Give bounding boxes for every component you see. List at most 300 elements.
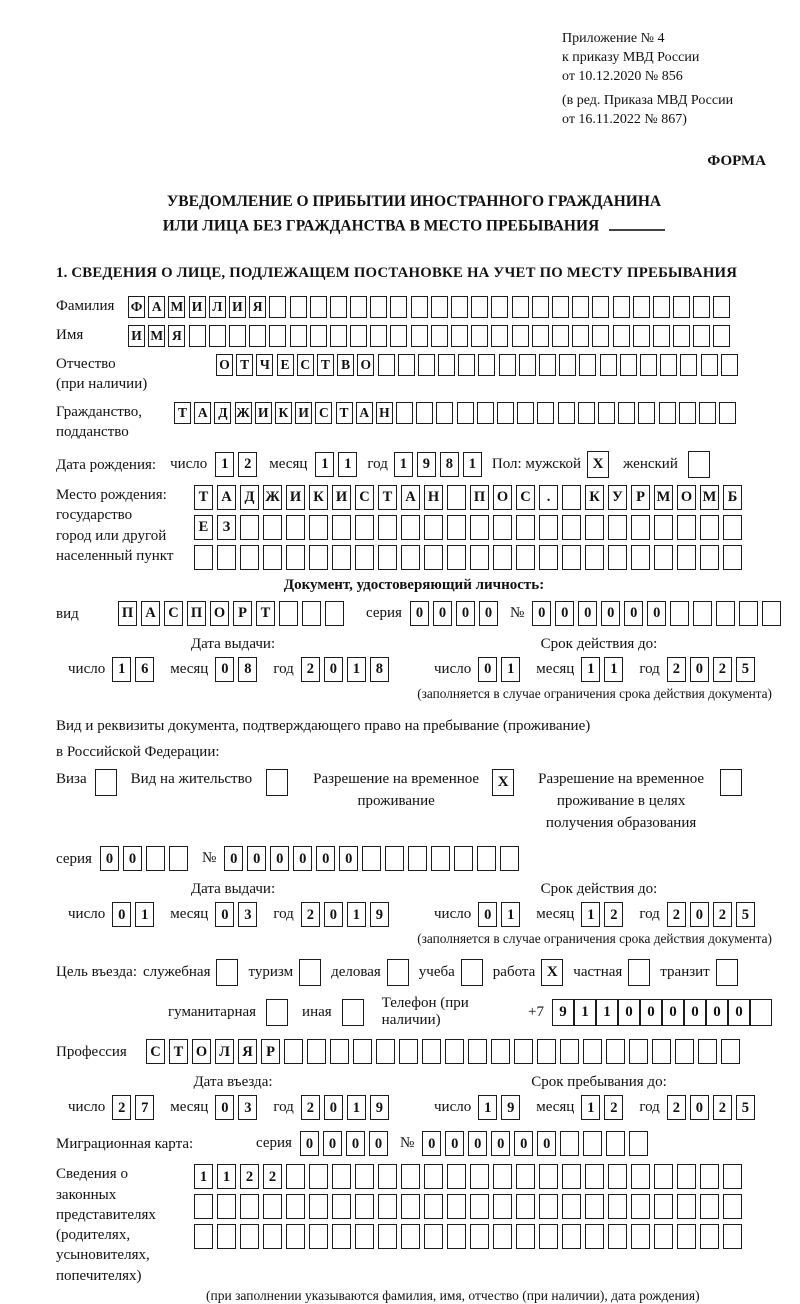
profession-cell[interactable] xyxy=(307,1039,326,1064)
doc-number-cell[interactable]: 0 xyxy=(624,601,643,626)
representatives-cell[interactable] xyxy=(286,1224,305,1249)
surname-cell[interactable] xyxy=(390,296,407,318)
profession-cell[interactable] xyxy=(284,1039,303,1064)
phone-cell[interactable]: 0 xyxy=(684,999,706,1026)
patronymic-cell[interactable] xyxy=(600,354,617,376)
given-name-cell[interactable] xyxy=(471,325,488,347)
birth-year-cell[interactable]: 8 xyxy=(440,452,459,477)
migration-number-cell[interactable] xyxy=(606,1131,625,1156)
citizenship-cell[interactable]: Ж xyxy=(235,402,252,424)
sex-female-checkbox-cell[interactable] xyxy=(688,451,710,478)
doc-number-cell[interactable] xyxy=(739,601,758,626)
rvp-number-cell[interactable]: 0 xyxy=(339,846,358,871)
rvp-number-cell[interactable] xyxy=(454,846,473,871)
birth-place-cell[interactable]: С xyxy=(355,485,374,510)
phone-cell[interactable]: 0 xyxy=(618,999,640,1026)
rvp-number-cell[interactable]: 0 xyxy=(316,846,335,871)
phone-cell[interactable]: 0 xyxy=(640,999,662,1026)
patronymic-cell[interactable] xyxy=(721,354,738,376)
purpose-transit-checkbox-cell[interactable] xyxy=(716,959,738,986)
surname-cell[interactable]: М xyxy=(168,296,185,318)
migration-series-cell[interactable]: 0 xyxy=(346,1131,365,1156)
profession-cell[interactable]: С xyxy=(146,1039,165,1064)
patronymic-cell[interactable] xyxy=(680,354,697,376)
representatives-cell[interactable] xyxy=(562,1164,581,1189)
birth-place-cell[interactable]: Т xyxy=(378,485,397,510)
birth-place-cell[interactable] xyxy=(700,545,719,570)
birth-place-cell[interactable] xyxy=(470,515,489,540)
doc-series-cell[interactable]: 0 xyxy=(410,601,429,626)
representatives-cell[interactable] xyxy=(608,1164,627,1189)
profession-cell[interactable] xyxy=(491,1039,510,1064)
representatives-cell[interactable] xyxy=(723,1164,742,1189)
doc-kind-cell[interactable]: Р xyxy=(233,601,252,626)
birth-place-cell[interactable] xyxy=(723,545,742,570)
representatives-cell[interactable] xyxy=(516,1224,535,1249)
rvp-issue-month-cell[interactable]: 3 xyxy=(238,902,257,927)
birth-place-cell[interactable] xyxy=(447,485,466,510)
entry-month-cell[interactable]: 3 xyxy=(238,1095,257,1120)
birth-place-cell[interactable]: А xyxy=(401,485,420,510)
representatives-cell[interactable] xyxy=(332,1224,351,1249)
surname-cell[interactable] xyxy=(673,296,690,318)
given-name-cell[interactable] xyxy=(633,325,650,347)
rvp-issue-year-cell[interactable]: 9 xyxy=(370,902,389,927)
given-name-cell[interactable] xyxy=(310,325,327,347)
profession-cell[interactable]: Я xyxy=(238,1039,257,1064)
citizenship-cell[interactable] xyxy=(558,402,575,424)
representatives-cell[interactable]: 2 xyxy=(240,1164,259,1189)
representatives-cell[interactable] xyxy=(401,1194,420,1219)
citizenship-cell[interactable] xyxy=(719,402,736,424)
given-name-cell[interactable] xyxy=(431,325,448,347)
patronymic-cell[interactable]: О xyxy=(357,354,374,376)
birth-place-cell[interactable] xyxy=(332,545,351,570)
representatives-cell[interactable] xyxy=(677,1224,696,1249)
phone-cell[interactable] xyxy=(750,999,772,1026)
representatives-cell[interactable] xyxy=(240,1224,259,1249)
visa-checkbox-cell[interactable] xyxy=(95,769,117,796)
surname-cell[interactable] xyxy=(471,296,488,318)
doc-number-cell[interactable]: 0 xyxy=(555,601,574,626)
profession-cell[interactable] xyxy=(606,1039,625,1064)
doc-expiry-month-cell[interactable]: 1 xyxy=(581,657,600,682)
representatives-cell[interactable] xyxy=(608,1194,627,1219)
doc-kind-cell[interactable] xyxy=(302,601,321,626)
given-name-cell[interactable] xyxy=(249,325,266,347)
surname-cell[interactable] xyxy=(330,296,347,318)
entry-day-cell[interactable]: 2 xyxy=(112,1095,131,1120)
citizenship-cell[interactable] xyxy=(517,402,534,424)
citizenship-cell[interactable]: Н xyxy=(376,402,393,424)
birth-year-cell[interactable]: 1 xyxy=(463,452,482,477)
representatives-cell[interactable] xyxy=(424,1194,443,1219)
representatives-cell[interactable] xyxy=(286,1194,305,1219)
doc-kind-cell[interactable] xyxy=(325,601,344,626)
patronymic-cell[interactable]: О xyxy=(216,354,233,376)
doc-kind-cell[interactable]: С xyxy=(164,601,183,626)
surname-cell[interactable]: Л xyxy=(209,296,226,318)
birth-place-cell[interactable] xyxy=(378,545,397,570)
citizenship-cell[interactable] xyxy=(416,402,433,424)
representatives-cell[interactable] xyxy=(240,1194,259,1219)
surname-cell[interactable]: А xyxy=(148,296,165,318)
representatives-cell[interactable] xyxy=(217,1194,236,1219)
birth-place-cell[interactable] xyxy=(401,515,420,540)
citizenship-cell[interactable]: И xyxy=(255,402,272,424)
representatives-cell[interactable] xyxy=(332,1164,351,1189)
birth-place-cell[interactable] xyxy=(562,515,581,540)
representatives-cell[interactable] xyxy=(516,1164,535,1189)
birth-place-cell[interactable] xyxy=(723,515,742,540)
given-name-cell[interactable] xyxy=(209,325,226,347)
representatives-cell[interactable] xyxy=(355,1164,374,1189)
migration-number-cell[interactable]: 0 xyxy=(491,1131,510,1156)
patronymic-cell[interactable] xyxy=(519,354,536,376)
doc-issue-month-cell[interactable]: 0 xyxy=(215,657,234,682)
representatives-cell[interactable] xyxy=(539,1164,558,1189)
doc-kind-cell[interactable] xyxy=(279,601,298,626)
patronymic-cell[interactable] xyxy=(559,354,576,376)
patronymic-cell[interactable] xyxy=(539,354,556,376)
rvp-issue-day-cell[interactable]: 1 xyxy=(135,902,154,927)
doc-number-cell[interactable]: 0 xyxy=(532,601,551,626)
birth-place-cell[interactable]: Т xyxy=(194,485,213,510)
citizenship-cell[interactable] xyxy=(537,402,554,424)
given-name-cell[interactable] xyxy=(290,325,307,347)
representatives-cell[interactable] xyxy=(401,1224,420,1249)
birth-place-cell[interactable] xyxy=(378,515,397,540)
doc-series-cell[interactable]: 0 xyxy=(479,601,498,626)
patronymic-cell[interactable] xyxy=(418,354,435,376)
patronymic-cell[interactable] xyxy=(640,354,657,376)
birth-place-cell[interactable] xyxy=(631,515,650,540)
birth-place-cell[interactable]: . xyxy=(539,485,558,510)
representatives-cell[interactable] xyxy=(723,1194,742,1219)
representatives-cell[interactable] xyxy=(677,1164,696,1189)
representatives-cell[interactable] xyxy=(355,1194,374,1219)
given-name-cell[interactable] xyxy=(330,325,347,347)
doc-number-cell[interactable]: 0 xyxy=(647,601,666,626)
rvp-series-cell[interactable] xyxy=(169,846,188,871)
given-name-cell[interactable] xyxy=(532,325,549,347)
given-name-cell[interactable] xyxy=(350,325,367,347)
birth-place-cell[interactable] xyxy=(401,545,420,570)
birth-place-cell[interactable]: А xyxy=(217,485,236,510)
doc-expiry-day-cell[interactable]: 0 xyxy=(478,657,497,682)
rvp-number-cell[interactable] xyxy=(362,846,381,871)
birth-place-cell[interactable]: П xyxy=(470,485,489,510)
profession-cell[interactable] xyxy=(675,1039,694,1064)
birth-day-cell[interactable]: 1 xyxy=(215,452,234,477)
representatives-cell[interactable] xyxy=(493,1164,512,1189)
birth-place-cell[interactable] xyxy=(240,545,259,570)
birth-place-cell[interactable] xyxy=(355,545,374,570)
rvp-series-cell[interactable]: 0 xyxy=(123,846,142,871)
profession-cell[interactable] xyxy=(445,1039,464,1064)
birth-place-cell[interactable] xyxy=(309,545,328,570)
stay-year-cell[interactable]: 0 xyxy=(690,1095,709,1120)
representatives-cell[interactable] xyxy=(332,1194,351,1219)
surname-cell[interactable] xyxy=(713,296,730,318)
given-name-cell[interactable] xyxy=(229,325,246,347)
given-name-cell[interactable]: И xyxy=(128,325,145,347)
citizenship-cell[interactable] xyxy=(457,402,474,424)
birth-place-cell[interactable]: Ж xyxy=(263,485,282,510)
surname-cell[interactable]: И xyxy=(189,296,206,318)
representatives-cell[interactable] xyxy=(309,1194,328,1219)
surname-cell[interactable] xyxy=(290,296,307,318)
birth-place-cell[interactable] xyxy=(286,515,305,540)
birth-place-cell[interactable]: К xyxy=(309,485,328,510)
profession-cell[interactable] xyxy=(560,1039,579,1064)
birth-place-cell[interactable]: У xyxy=(608,485,627,510)
stay-year-cell[interactable]: 2 xyxy=(667,1095,686,1120)
birth-place-cell[interactable]: Е xyxy=(194,515,213,540)
doc-series-cell[interactable]: 0 xyxy=(456,601,475,626)
migration-number-cell[interactable]: 0 xyxy=(537,1131,556,1156)
migration-number-cell[interactable]: 0 xyxy=(422,1131,441,1156)
profession-cell[interactable] xyxy=(698,1039,717,1064)
representatives-cell[interactable] xyxy=(470,1164,489,1189)
given-name-cell[interactable] xyxy=(390,325,407,347)
representatives-cell[interactable] xyxy=(424,1224,443,1249)
patronymic-cell[interactable] xyxy=(458,354,475,376)
patronymic-cell[interactable] xyxy=(378,354,395,376)
birth-place-cell[interactable] xyxy=(539,515,558,540)
birth-place-cell[interactable] xyxy=(217,545,236,570)
residence-permit-checkbox-cell[interactable] xyxy=(266,769,288,796)
citizenship-cell[interactable] xyxy=(497,402,514,424)
representatives-cell[interactable] xyxy=(700,1164,719,1189)
surname-cell[interactable] xyxy=(491,296,508,318)
phone-cell[interactable]: 9 xyxy=(552,999,574,1026)
phone-cell[interactable]: 0 xyxy=(728,999,750,1026)
profession-cell[interactable] xyxy=(537,1039,556,1064)
birth-place-cell[interactable] xyxy=(562,485,581,510)
citizenship-cell[interactable]: К xyxy=(275,402,292,424)
birth-place-cell[interactable]: Д xyxy=(240,485,259,510)
given-name-cell[interactable] xyxy=(572,325,589,347)
representatives-cell[interactable] xyxy=(700,1224,719,1249)
purpose-official-checkbox-cell[interactable] xyxy=(216,959,238,986)
birth-place-cell[interactable] xyxy=(539,545,558,570)
doc-kind-cell[interactable]: П xyxy=(187,601,206,626)
birth-place-cell[interactable] xyxy=(562,545,581,570)
birth-place-cell[interactable] xyxy=(332,515,351,540)
representatives-cell[interactable] xyxy=(539,1194,558,1219)
birth-place-cell[interactable] xyxy=(608,515,627,540)
birth-place-cell[interactable] xyxy=(263,545,282,570)
temp-residence-edu-checkbox-cell[interactable] xyxy=(720,769,742,796)
rvp-number-cell[interactable] xyxy=(408,846,427,871)
rvp-number-cell[interactable] xyxy=(431,846,450,871)
representatives-cell[interactable] xyxy=(470,1224,489,1249)
migration-series-cell[interactable]: 0 xyxy=(323,1131,342,1156)
patronymic-cell[interactable]: В xyxy=(337,354,354,376)
given-name-cell[interactable] xyxy=(552,325,569,347)
representatives-cell[interactable] xyxy=(539,1224,558,1249)
migration-series-cell[interactable]: 0 xyxy=(369,1131,388,1156)
patronymic-cell[interactable] xyxy=(438,354,455,376)
patronymic-cell[interactable] xyxy=(398,354,415,376)
patronymic-cell[interactable]: Ч xyxy=(256,354,273,376)
phone-cell[interactable]: 1 xyxy=(574,999,596,1026)
doc-kind-cell[interactable]: О xyxy=(210,601,229,626)
doc-expiry-year-cell[interactable]: 5 xyxy=(736,657,755,682)
representatives-cell[interactable] xyxy=(562,1194,581,1219)
rvp-number-cell[interactable] xyxy=(385,846,404,871)
representatives-cell[interactable] xyxy=(631,1194,650,1219)
birth-place-cell[interactable]: З xyxy=(217,515,236,540)
doc-number-cell[interactable]: 0 xyxy=(601,601,620,626)
profession-cell[interactable]: Т xyxy=(169,1039,188,1064)
representatives-cell[interactable] xyxy=(562,1224,581,1249)
citizenship-cell[interactable]: С xyxy=(315,402,332,424)
patronymic-cell[interactable] xyxy=(620,354,637,376)
birth-place-cell[interactable]: И xyxy=(332,485,351,510)
birth-place-cell[interactable] xyxy=(424,545,443,570)
phone-cell[interactable]: 0 xyxy=(706,999,728,1026)
purpose-business-checkbox-cell[interactable] xyxy=(387,959,409,986)
representatives-cell[interactable] xyxy=(447,1164,466,1189)
purpose-other-checkbox-cell[interactable] xyxy=(342,999,364,1026)
citizenship-cell[interactable] xyxy=(436,402,453,424)
rvp-expiry-month-cell[interactable]: 2 xyxy=(604,902,623,927)
profession-cell[interactable] xyxy=(721,1039,740,1064)
doc-kind-cell[interactable]: А xyxy=(141,601,160,626)
birth-place-cell[interactable] xyxy=(355,515,374,540)
surname-cell[interactable] xyxy=(451,296,468,318)
rvp-series-cell[interactable] xyxy=(146,846,165,871)
stay-month-cell[interactable]: 1 xyxy=(581,1095,600,1120)
representatives-cell[interactable] xyxy=(286,1164,305,1189)
stay-year-cell[interactable]: 5 xyxy=(736,1095,755,1120)
purpose-humanitarian-checkbox-cell[interactable] xyxy=(266,999,288,1026)
representatives-cell[interactable] xyxy=(447,1194,466,1219)
representatives-cell[interactable] xyxy=(493,1224,512,1249)
citizenship-cell[interactable] xyxy=(477,402,494,424)
patronymic-cell[interactable] xyxy=(701,354,718,376)
patronymic-cell[interactable]: Е xyxy=(277,354,294,376)
birth-year-cell[interactable]: 1 xyxy=(394,452,413,477)
purpose-study-checkbox-cell[interactable] xyxy=(461,959,483,986)
profession-cell[interactable] xyxy=(583,1039,602,1064)
doc-number-cell[interactable] xyxy=(716,601,735,626)
given-name-cell[interactable] xyxy=(512,325,529,347)
birth-place-cell[interactable] xyxy=(677,545,696,570)
migration-series-cell[interactable]: 0 xyxy=(300,1131,319,1156)
profession-cell[interactable]: О xyxy=(192,1039,211,1064)
representatives-cell[interactable] xyxy=(378,1164,397,1189)
rvp-issue-year-cell[interactable]: 2 xyxy=(301,902,320,927)
birth-place-cell[interactable]: Р xyxy=(631,485,650,510)
birth-place-cell[interactable] xyxy=(309,515,328,540)
rvp-expiry-month-cell[interactable]: 1 xyxy=(581,902,600,927)
stay-year-cell[interactable]: 2 xyxy=(713,1095,732,1120)
entry-day-cell[interactable]: 7 xyxy=(135,1095,154,1120)
temp-residence-checkbox-cell[interactable]: X xyxy=(492,769,514,796)
entry-month-cell[interactable]: 0 xyxy=(215,1095,234,1120)
representatives-cell[interactable] xyxy=(654,1194,673,1219)
citizenship-cell[interactable]: А xyxy=(356,402,373,424)
citizenship-cell[interactable] xyxy=(618,402,635,424)
representatives-cell[interactable]: 1 xyxy=(217,1164,236,1189)
representatives-cell[interactable] xyxy=(401,1164,420,1189)
doc-number-cell[interactable]: 0 xyxy=(578,601,597,626)
surname-cell[interactable] xyxy=(532,296,549,318)
representatives-cell[interactable] xyxy=(378,1224,397,1249)
given-name-cell[interactable] xyxy=(713,325,730,347)
birth-day-cell[interactable]: 2 xyxy=(238,452,257,477)
birth-place-cell[interactable] xyxy=(240,515,259,540)
rvp-expiry-year-cell[interactable]: 2 xyxy=(667,902,686,927)
doc-expiry-year-cell[interactable]: 0 xyxy=(690,657,709,682)
representatives-cell[interactable] xyxy=(263,1194,282,1219)
birth-place-cell[interactable]: О xyxy=(493,485,512,510)
rvp-issue-month-cell[interactable]: 0 xyxy=(215,902,234,927)
surname-cell[interactable] xyxy=(310,296,327,318)
given-name-cell[interactable] xyxy=(491,325,508,347)
given-name-cell[interactable] xyxy=(189,325,206,347)
representatives-cell[interactable] xyxy=(493,1194,512,1219)
phone-cell[interactable]: 1 xyxy=(596,999,618,1026)
stay-day-cell[interactable]: 1 xyxy=(478,1095,497,1120)
profession-cell[interactable] xyxy=(330,1039,349,1064)
doc-expiry-year-cell[interactable]: 2 xyxy=(713,657,732,682)
rvp-series-cell[interactable]: 0 xyxy=(100,846,119,871)
birth-place-cell[interactable] xyxy=(631,545,650,570)
representatives-cell[interactable] xyxy=(309,1164,328,1189)
rvp-issue-year-cell[interactable]: 0 xyxy=(324,902,343,927)
rvp-number-cell[interactable]: 0 xyxy=(224,846,243,871)
birth-place-cell[interactable]: С xyxy=(516,485,535,510)
citizenship-cell[interactable] xyxy=(699,402,716,424)
rvp-expiry-year-cell[interactable]: 5 xyxy=(736,902,755,927)
rvp-issue-day-cell[interactable]: 0 xyxy=(112,902,131,927)
surname-cell[interactable] xyxy=(633,296,650,318)
purpose-tourism-checkbox-cell[interactable] xyxy=(299,959,321,986)
citizenship-cell[interactable]: А xyxy=(194,402,211,424)
birth-year-cell[interactable]: 9 xyxy=(417,452,436,477)
surname-cell[interactable]: И xyxy=(229,296,246,318)
entry-year-cell[interactable]: 0 xyxy=(324,1095,343,1120)
surname-cell[interactable] xyxy=(411,296,428,318)
given-name-cell[interactable] xyxy=(269,325,286,347)
citizenship-cell[interactable]: И xyxy=(295,402,312,424)
rvp-expiry-year-cell[interactable]: 2 xyxy=(713,902,732,927)
doc-issue-year-cell[interactable]: 1 xyxy=(347,657,366,682)
representatives-cell[interactable] xyxy=(654,1224,673,1249)
birth-month-cell[interactable]: 1 xyxy=(338,452,357,477)
profession-cell[interactable] xyxy=(629,1039,648,1064)
representatives-cell[interactable] xyxy=(677,1194,696,1219)
citizenship-cell[interactable] xyxy=(578,402,595,424)
given-name-cell[interactable] xyxy=(370,325,387,347)
doc-issue-month-cell[interactable]: 8 xyxy=(238,657,257,682)
citizenship-cell[interactable] xyxy=(659,402,676,424)
representatives-cell[interactable] xyxy=(309,1224,328,1249)
birth-place-cell[interactable] xyxy=(263,515,282,540)
birth-place-cell[interactable] xyxy=(424,515,443,540)
surname-cell[interactable] xyxy=(693,296,710,318)
surname-cell[interactable]: Я xyxy=(249,296,266,318)
representatives-cell[interactable] xyxy=(608,1224,627,1249)
profession-cell[interactable] xyxy=(652,1039,671,1064)
purpose-private-checkbox-cell[interactable] xyxy=(628,959,650,986)
representatives-cell[interactable] xyxy=(378,1194,397,1219)
citizenship-cell[interactable] xyxy=(396,402,413,424)
